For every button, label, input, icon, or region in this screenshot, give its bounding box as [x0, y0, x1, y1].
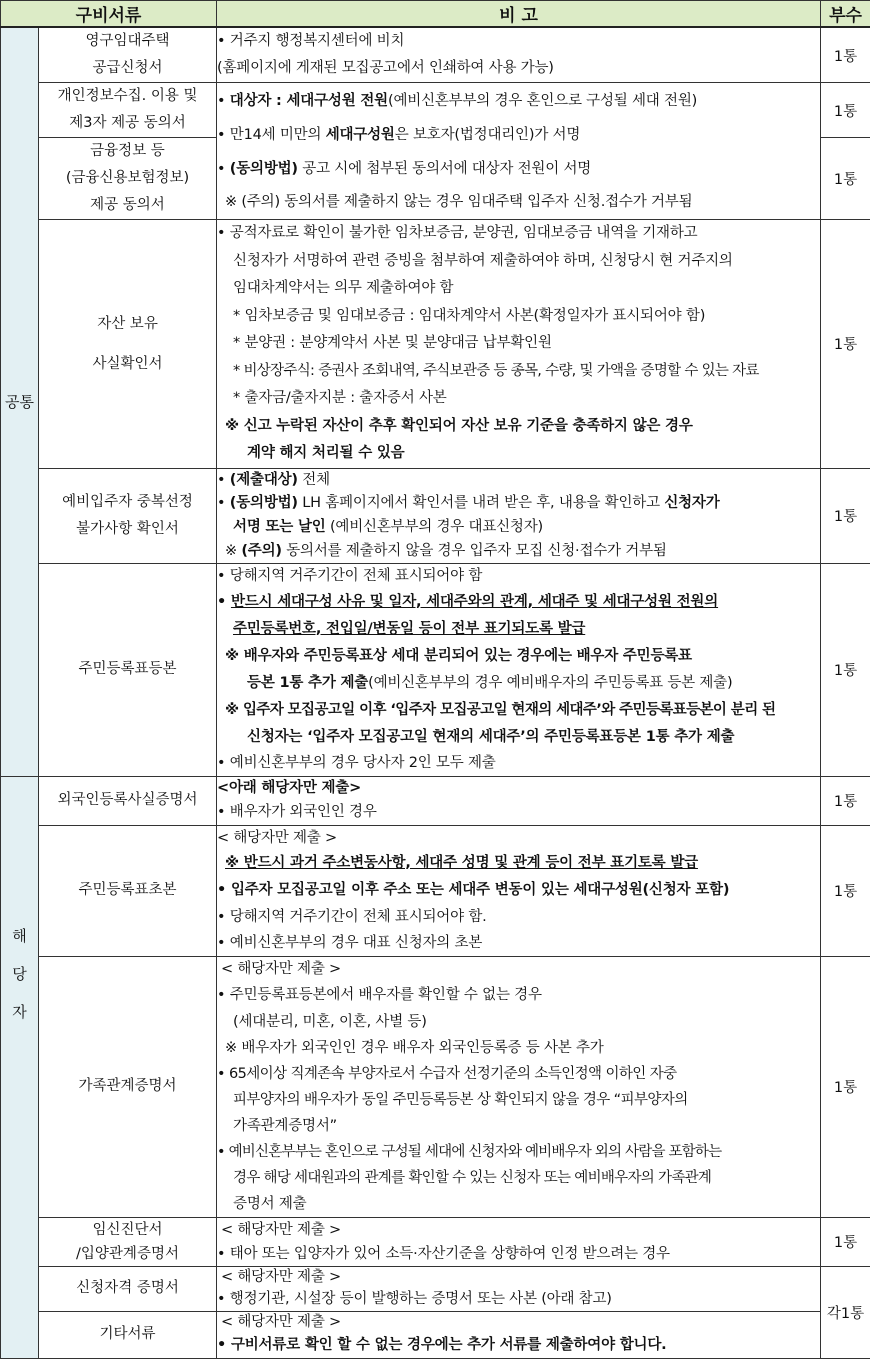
header-notes: 비 고 [217, 1, 821, 28]
table-row [1, 1311, 870, 1358]
doc-name: 자산 보유 사실확인서 [39, 220, 217, 469]
doc-notes: • 거주지 행정복지센터에 비치 (홈페이지에 게재된 모집공고에서 인쇄하여 사용 가능) [217, 27, 821, 83]
table-row [1, 27, 870, 83]
category-common: 공통 [1, 27, 39, 776]
table-row [1, 1266, 870, 1311]
doc-name: 예비입주자 중복선정 불가사항 확인서 [39, 468, 217, 563]
doc-name: 외국인등록사실증명서 [39, 776, 217, 825]
doc-notes: • 대상자 : 세대구성원 전원(예비신혼부부의 경우 혼인으로 구성될 세대 전원) • 만14세 미만의 세대구성원은 보호자(법정대리인)가 서명 • (동의방법) 공고 시에 첨부된 동의서에 대상자 전원이 서명 ※ (주의) 동의서를 제출하지 않는 경우 임대주택 입주자 신청.접수가 거부됨 [217, 83, 821, 220]
doc-qty: 1통 [821, 956, 870, 1217]
doc-name: 주민등록표등본 [39, 563, 217, 776]
doc-name: 기타서류 [39, 1311, 217, 1358]
doc-name: 가족관계증명서 [39, 956, 217, 1217]
doc-qty: 각1통 [821, 1266, 870, 1358]
table-row [1, 83, 870, 138]
header-qty: 부수 [821, 1, 870, 28]
doc-notes: < 해당자만 제출 > • 구비서류로 확인 할 수 없는 경우에는 추가 서류를 제출하여야 합니다. [217, 1311, 821, 1358]
doc-qty: 1통 [821, 138, 870, 220]
doc-notes: < 해당자만 제출 > • 태아 또는 입양자가 있어 소득·자산기준을 상향하여 인정 받으려는 경우 [217, 1217, 821, 1266]
table-header-row [1, 1, 870, 28]
doc-name: 주민등록표초본 [39, 825, 217, 956]
table-row [1, 956, 870, 1217]
doc-qty: 1통 [821, 27, 870, 83]
doc-qty: 1통 [821, 83, 870, 138]
doc-qty: 1통 [821, 563, 870, 776]
doc-notes: • 공적자료로 확인이 불가한 임차보증금, 분양권, 임대보증금 내역을 기재하고 신청자가 서명하여 관련 증빙을 첨부하여 제출하여야 하며, 신청당시 현 거주지의 임대차계약서는 의무 제출하여야 함 * 임차보증금 및 임대보증금 : 임대차계약서 사본(확정일자가 표시되어야 함) * 분양권 : 분양계약서 사본 및 분양대금 납부확인원 * 비상장주식: 증권사 조회내역, 주식보관증 등 종목, 수량, 및 가액을 증명할 수 있는 자료 * 출자금/출자지분 : 출자증서 사본 ※ 신고 누락된 자산이 추후 확인되어 자산 보유 기준을 충족하지 않은 경우 계약 해지 처리될 수 있음 [217, 220, 821, 469]
doc-qty: 1통 [821, 1217, 870, 1266]
table-row [1, 825, 870, 956]
doc-notes: • (제출대상) 전체 • (동의방법) LH 홈페이지에서 확인서를 내려 받은 후, 내용을 확인하고 신청자가 서명 또는 날인 (예비신혼부부의 경우 대표신청자) ※ (주의) 동의서를 제출하지 않을 경우 입주자 모집 신청·접수가 거부됨 [217, 468, 821, 563]
doc-qty: 1통 [821, 776, 870, 825]
doc-qty: 1통 [821, 220, 870, 469]
table-row [1, 220, 870, 469]
table-row [1, 563, 870, 776]
doc-name: 영구임대주택 공급신청서 [39, 27, 217, 83]
table-row [1, 1217, 870, 1266]
doc-notes: <아래 해당자만 제출> • 배우자가 외국인인 경우 [217, 776, 821, 825]
doc-qty: 1통 [821, 468, 870, 563]
header-docs: 구비서류 [1, 1, 217, 28]
doc-name: 임신진단서 /입양관계증명서 [39, 1217, 217, 1266]
doc-notes: < 해당자만 제출 > ※ 반드시 과거 주소변동사항, 세대주 성명 및 관계 등이 전부 표기토록 발급 • 입주자 모집공고일 이후 주소 또는 세대주 변동이 있는 세대구성원(신청자 포함) • 당해지역 거주기간이 전체 표시되어야 함. • 예비신혼부부의 경우 대표 신청자의 초본 [217, 825, 821, 956]
doc-name: 개인정보수집. 이용 및 제3자 제공 동의서 [39, 83, 217, 138]
doc-notes: • 당해지역 거주기간이 전체 표시되어야 함 • 반드시 세대구성 사유 및 일자, 세대주와의 관계, 세대주 및 세대구성원 전원의 주민등록번호, 전입일/변동일 등이 전부 표기되도록 발급 ※ 배우자와 주민등록표상 세대 분리되어 있는 경우에는 배우자 주민등록표 등본 1통 추가 제출(예비신혼부부의 경우 예비배우자의 주민등록표 등본 제출) ※ 입주자 모집공고일 이후 ‘입주자 모집공고일 현재의 세대주’와 주민등록표등본이 분리 된 신청자는 ‘입주자 모집공고일 현재의 세대주’의 주민등록표등본 1통 추가 제출 • 예비신혼부부의 경우 당사자 2인 모두 제출 [217, 563, 821, 776]
doc-name: 신청자격 증명서 [39, 1266, 217, 1311]
category-applicable-label: 해 당 자 [1, 917, 38, 1031]
table-row [1, 776, 870, 825]
table-row [1, 468, 870, 563]
doc-notes: < 해당자만 제출 > • 주민등록표등본에서 배우자를 확인할 수 없는 경우 (세대분리, 미혼, 이혼, 사별 등) ※ 배우자가 외국인인 경우 배우자 외국인등록증 등 사본 추가 • 65세이상 직계존속 부양자로서 수급자 선정기준의 소득인정액 이하인 자중 피부양자의 배우자가 동일 주민등록등본 상 확인되지 않을 경우 “피부양자의 가족관계증명서” • 예비신혼부부는 혼인으로 구성될 세대에 신청자와 예비배우자 외의 사람을 포함하는 경우 해당 세대원과의 관계를 확인할 수 있는 신청자 또는 예비배우자의 가족관계 증명서 제출 [217, 956, 821, 1217]
doc-notes: < 해당자만 제출 > • 행정기관, 시설장 등이 발행하는 증명서 또는 사본 (아래 참고) [217, 1266, 821, 1311]
doc-qty: 1통 [821, 825, 870, 956]
doc-name: 금융정보 등 (금융신용보험정보) 제공 동의서 [39, 138, 217, 220]
category-applicable [1, 776, 39, 1358]
